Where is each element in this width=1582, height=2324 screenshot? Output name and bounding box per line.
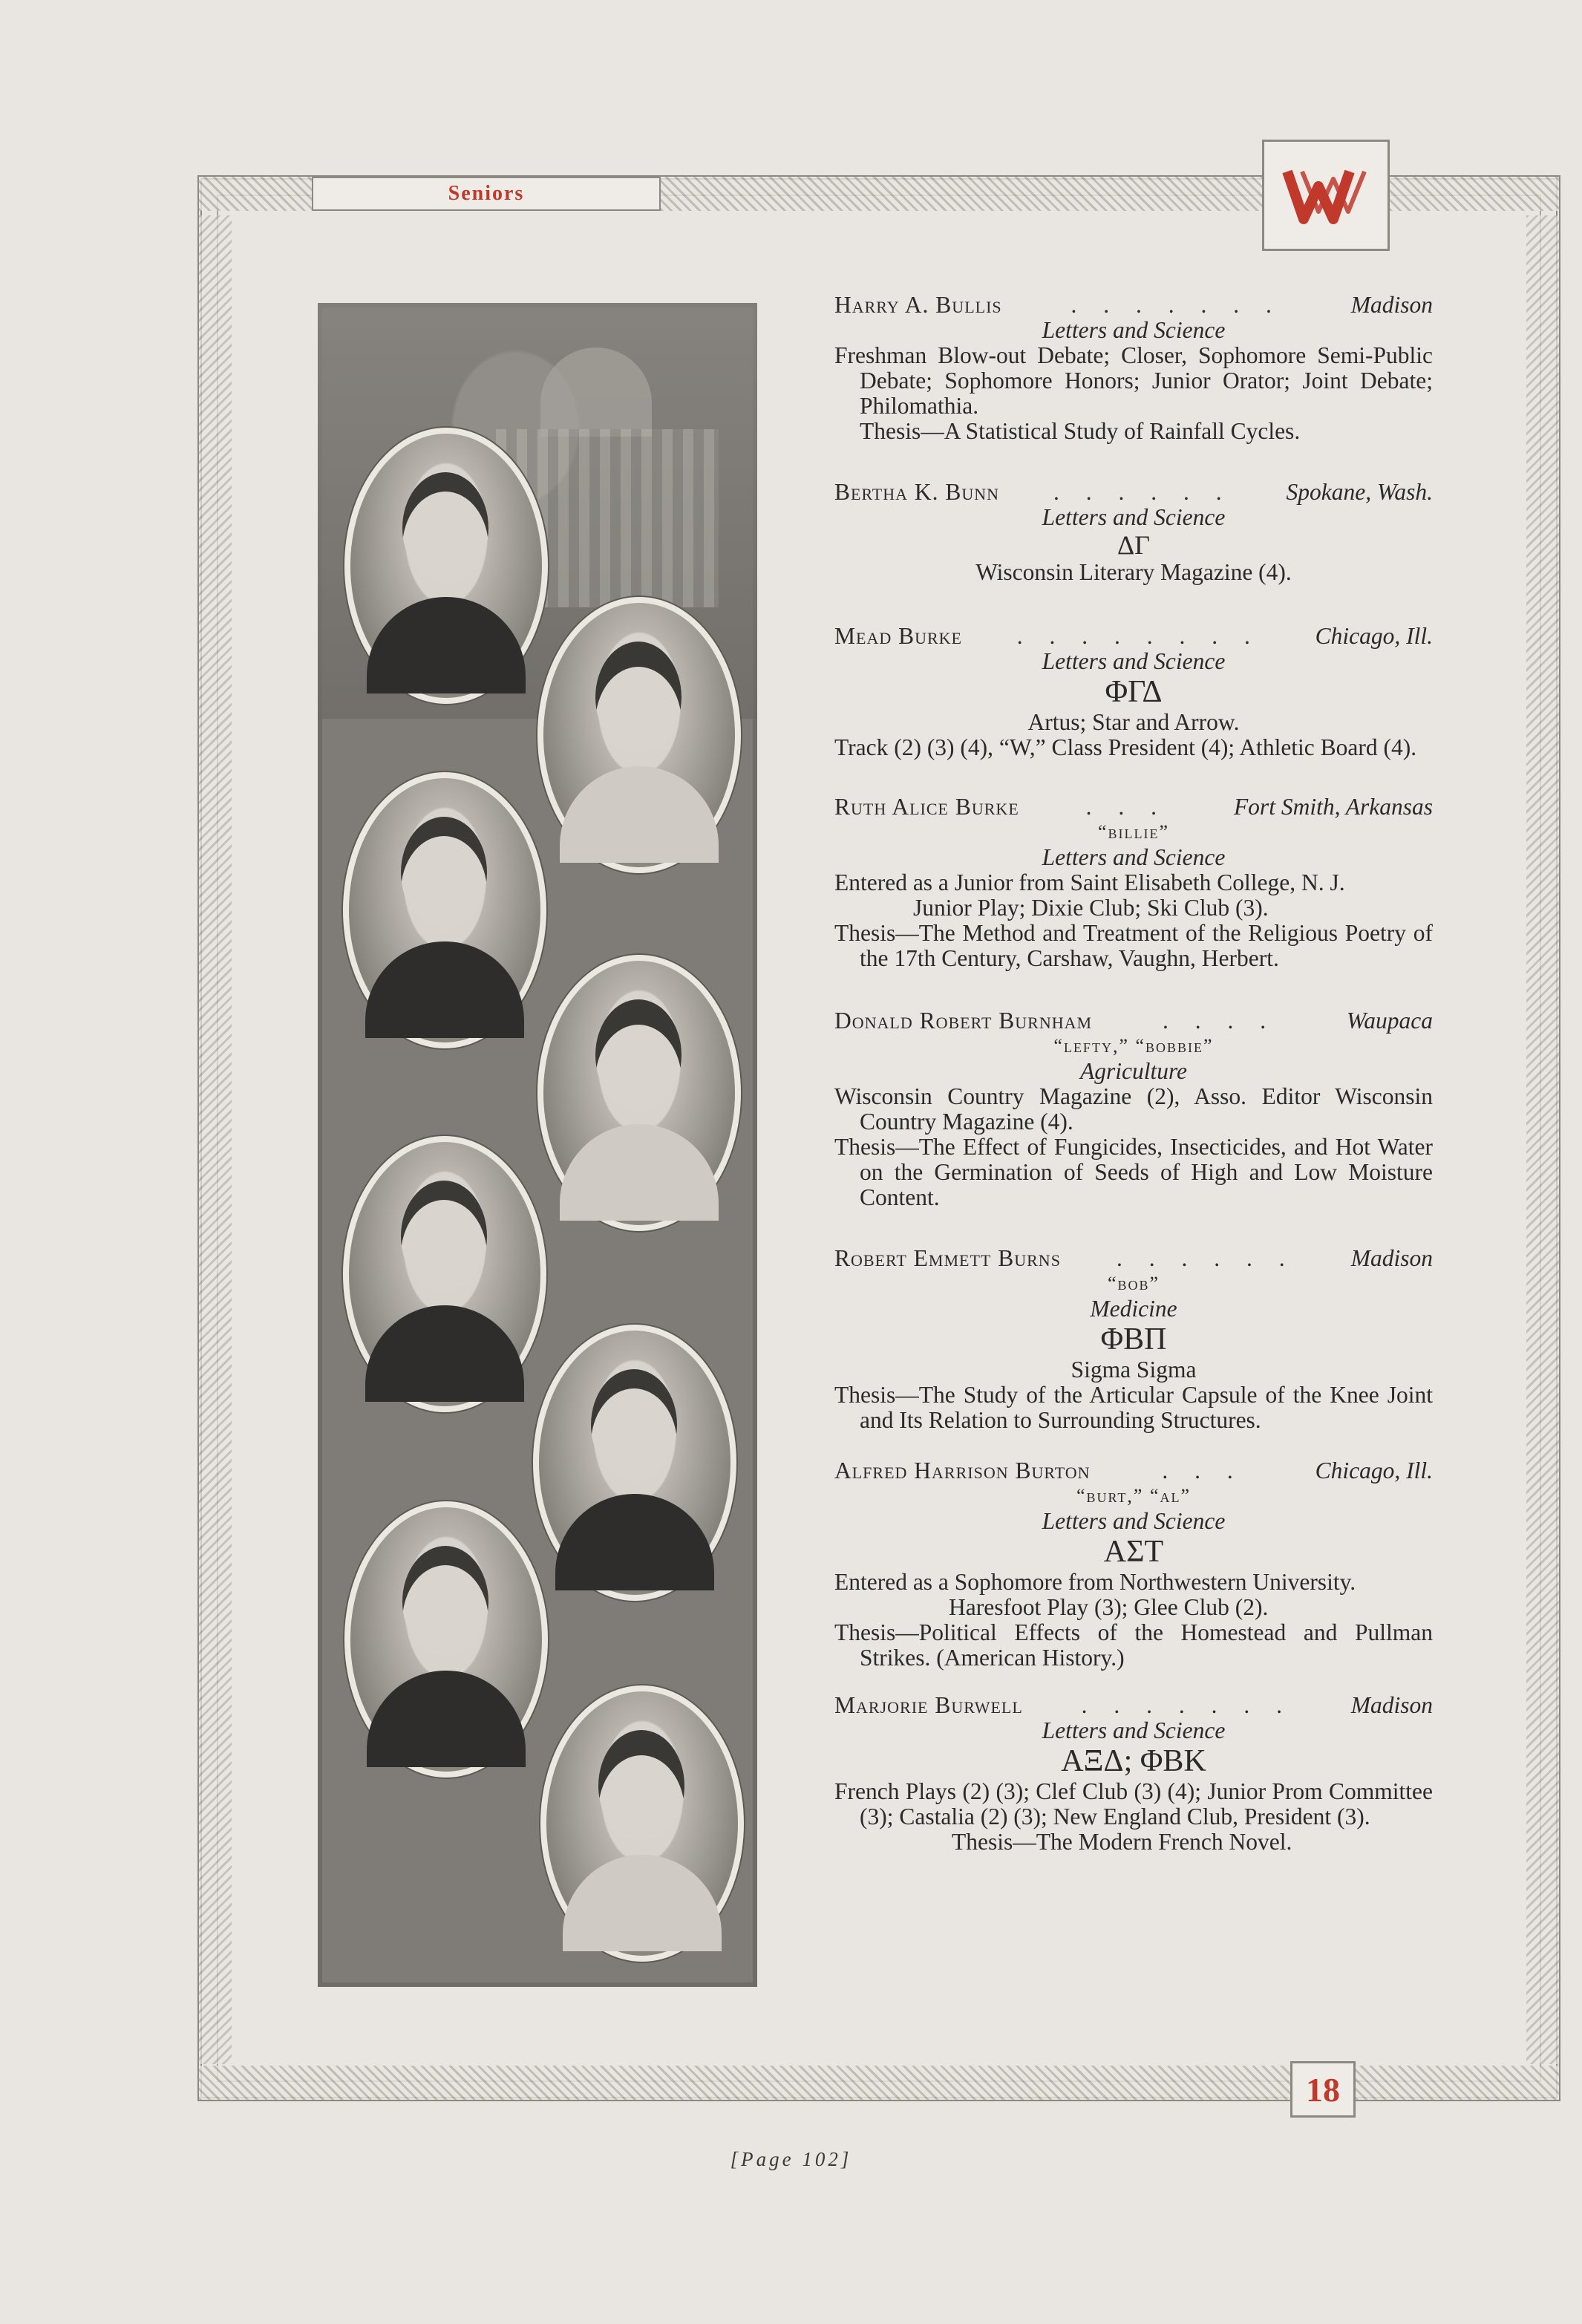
college: Medicine — [1090, 1296, 1177, 1322]
thesis: Thesis—The Study of the Articular Capsule of the Knee Joint and Its Relation to Surrounding Structures. — [834, 1382, 1433, 1433]
leader-dots: . . . . . . — [1053, 479, 1232, 505]
greek-letters: ΦΓΔ — [1105, 675, 1163, 709]
student-name: Ruth Alice Burke — [834, 794, 1019, 820]
leader-dots: . . . — [1085, 794, 1168, 820]
portrait-alfred-burton — [344, 1501, 548, 1778]
student-name: Marjorie Burwell — [834, 1692, 1023, 1718]
name-line — [834, 480, 1433, 505]
student-name: Robert Emmett Burns — [834, 1245, 1061, 1271]
entry-mead-burke — [834, 624, 1433, 760]
left-ornament-band — [199, 215, 232, 2064]
student-name: Mead Burke — [834, 623, 962, 649]
student-name: Bertha K. Bunn — [834, 479, 1000, 505]
nickname: “bob” — [1107, 1273, 1160, 1294]
portrait-robert-burns — [533, 1325, 736, 1601]
portrait-bertha-bunn — [537, 597, 741, 873]
entry-harry-bullis — [834, 293, 1433, 444]
activities: Wisconsin Country Magazine (2), Asso. Editor Wisconsin Country Magazine (4). — [834, 1083, 1433, 1135]
hometown: Madison — [1350, 1245, 1433, 1271]
college: Letters and Science — [1042, 844, 1226, 870]
college: Letters and Science — [1042, 1508, 1226, 1534]
bottom-right-ornament-band — [1356, 2066, 1559, 2100]
college: Letters and Science — [1042, 1717, 1226, 1743]
hometown: Chicago, Ill. — [1315, 623, 1433, 649]
page-number-badge — [1290, 2061, 1356, 2118]
name-line — [834, 1246, 1433, 1271]
section-tab — [312, 177, 661, 211]
college: Agriculture — [1079, 1058, 1188, 1084]
name-line — [834, 1458, 1433, 1483]
nickname: “burt,” “al” — [1076, 1485, 1192, 1507]
bottom-ornament-band — [199, 2066, 1290, 2100]
portrait-mead-burke — [343, 772, 546, 1048]
activities: Freshman Blow-out Debate; Closer, Sophomore Semi-Public Debate; Sophomore Honors; Junior Orator; Joint Debate; Philomathia. — [834, 342, 1433, 419]
activities: Track (2) (3) (4), “W,” Class President (4); Athletic Board (4). — [834, 734, 1417, 760]
student-name: Alfred Harrison Burton — [834, 1458, 1091, 1483]
name-line — [834, 794, 1433, 820]
student-name: Donald Robert Burnham — [834, 1008, 1093, 1034]
activities: French Plays (2) (3); Clef Club (3) (4); Junior Prom Committee (3); Castalia (2) (3); New England Club, President (3). — [834, 1778, 1433, 1830]
college: Letters and Science — [1042, 504, 1226, 530]
activities: Junior Play; Dixie Club; Ski Club (3). — [913, 895, 1269, 921]
leader-dots: . . . — [1162, 1458, 1243, 1483]
senior-entries — [834, 293, 1433, 1855]
leader-dots: . . . . . . — [1117, 1245, 1295, 1271]
greek-letters: ΑΣΤ — [1103, 1535, 1164, 1569]
organizations: Wisconsin Literary Magazine (4). — [975, 559, 1292, 585]
entry-bertha-bunn — [834, 480, 1433, 585]
portrait-ruth-burke — [537, 955, 741, 1231]
college: Letters and Science — [1042, 648, 1226, 674]
name-line — [834, 293, 1433, 318]
top-ornament-band — [661, 177, 1262, 211]
hometown: Waupaca — [1346, 1008, 1433, 1034]
transfer-note: Entered as a Sophomore from Northwestern University. — [834, 1569, 1356, 1595]
w-logo-icon — [1281, 158, 1370, 232]
page-footer: [Page 102] — [730, 2148, 852, 2170]
hometown: Madison — [1350, 292, 1433, 318]
thesis: Thesis—Political Effects of the Homestead and Pullman Strikes. (American History.) — [834, 1619, 1433, 1671]
greek-letters: ΔΓ — [1117, 530, 1150, 560]
leader-dots: . . . . . . . . — [1016, 623, 1261, 649]
college: Letters and Science — [1042, 317, 1226, 343]
entry-alfred-burton — [834, 1458, 1433, 1671]
greek-letters: ΑΞΔ; ΦΒΚ — [1061, 1744, 1206, 1778]
thesis: Thesis—The Effect of Fungicides, Insecticides, and Hot Water on the Germination of Seeds of High and Low Moisture Content. — [834, 1134, 1433, 1210]
portrait-marjorie-burwell — [540, 1685, 744, 1962]
top-left-ornament-band — [199, 177, 312, 211]
transfer-note: Entered as a Junior from Saint Elisabeth College, N. J. — [834, 869, 1345, 895]
activities: Haresfoot Play (3); Glee Club (2). — [949, 1594, 1269, 1620]
right-ornament-band — [1526, 215, 1559, 2064]
nickname: “billie” — [1097, 821, 1170, 843]
thesis: Thesis—The Modern French Novel. — [952, 1829, 1292, 1855]
hometown: Spokane, Wash. — [1286, 479, 1433, 505]
organizations: Sigma Sigma — [1071, 1357, 1197, 1383]
entry-marjorie-burwell — [834, 1693, 1433, 1855]
portrait-donald-burnham — [343, 1136, 546, 1412]
entry-robert-burns — [834, 1246, 1433, 1433]
entry-ruth-burke — [834, 794, 1433, 971]
student-name: Harry A. Bullis — [834, 292, 1002, 318]
leader-dots: . . . . — [1162, 1008, 1277, 1034]
leader-dots: . . . . . . . — [1081, 1692, 1292, 1718]
organizations: Artus; Star and Arrow. — [1027, 709, 1240, 735]
leader-dots: . . . . . . . — [1071, 292, 1282, 318]
name-line — [834, 1008, 1433, 1034]
hometown: Chicago, Ill. — [1315, 1458, 1433, 1483]
nickname: “lefty,” “bobbie” — [1053, 1035, 1214, 1057]
name-line — [834, 1693, 1433, 1718]
entry-donald-burnham — [834, 1008, 1433, 1210]
page-number-badge-text: 18 — [1306, 2070, 1340, 2109]
hometown: Madison — [1350, 1692, 1433, 1718]
hometown: Fort Smith, Arkansas — [1233, 794, 1433, 820]
name-line — [834, 624, 1433, 649]
portrait-harry-bullis — [344, 428, 548, 704]
thesis: Thesis—The Method and Treatment of the Religious Poetry of the 17th Century, Carshaw, Vaughn, Herbert. — [834, 920, 1433, 971]
greek-letters: ΦΒΠ — [1100, 1322, 1167, 1357]
top-right-ornament-band — [1390, 177, 1559, 211]
thesis: Thesis—A Statistical Study of Rainfall Cycles. — [860, 418, 1301, 444]
portrait-column — [318, 303, 757, 1987]
section-label: Seniors — [448, 182, 525, 205]
university-logo — [1262, 140, 1390, 251]
